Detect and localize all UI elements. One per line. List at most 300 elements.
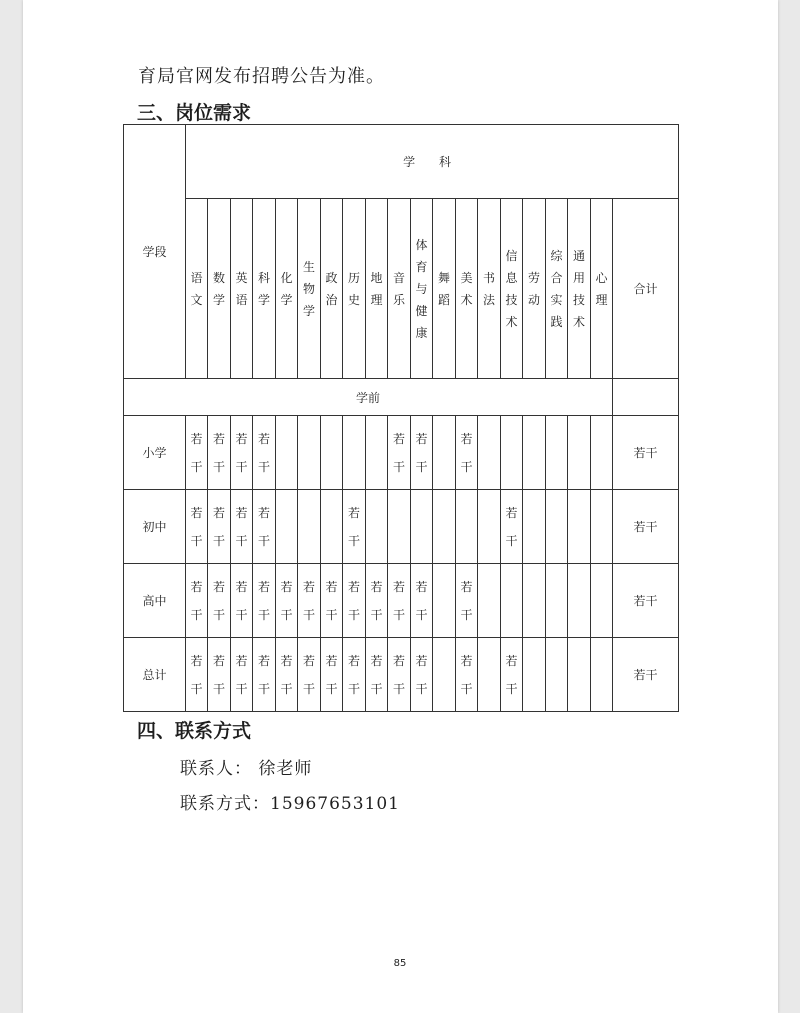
demand-cell bbox=[456, 490, 478, 564]
demand-value bbox=[415, 425, 427, 481]
subject-name-char: 数 bbox=[212, 270, 225, 285]
demand-value-char: 干 bbox=[257, 459, 270, 474]
demand-value bbox=[190, 499, 202, 555]
subject-header-cell bbox=[321, 199, 343, 379]
demand-cell bbox=[478, 416, 501, 490]
subject-name-char: 信 bbox=[505, 248, 518, 263]
demand-value-char: 干 bbox=[235, 533, 248, 548]
demand-value-char: 干 bbox=[302, 681, 315, 696]
demand-cell bbox=[591, 416, 613, 490]
subject-name bbox=[393, 267, 405, 311]
demand-cell bbox=[276, 638, 298, 712]
row-total: 若干 bbox=[613, 638, 679, 712]
stage-label: 初中 bbox=[124, 490, 186, 564]
demand-value-char: 干 bbox=[280, 607, 293, 622]
demand-cell bbox=[186, 490, 208, 564]
subject-header-cell bbox=[591, 199, 613, 379]
demand-value-char: 若 bbox=[505, 505, 518, 520]
subject-name-char: 学 bbox=[257, 292, 270, 307]
subject-name-char: 用 bbox=[572, 270, 585, 285]
demand-value bbox=[190, 647, 202, 703]
demand-cell bbox=[388, 416, 411, 490]
subject-header-cell bbox=[366, 199, 388, 379]
subject-name-char: 通 bbox=[572, 248, 585, 263]
subject-header-cell bbox=[546, 199, 568, 379]
preschool-total-cell bbox=[613, 379, 679, 416]
demand-value-char: 若 bbox=[257, 579, 270, 594]
demand-cell bbox=[231, 638, 253, 712]
demand-cell bbox=[411, 416, 433, 490]
demand-cell bbox=[433, 564, 456, 638]
subject-name bbox=[528, 267, 540, 311]
demand-value bbox=[190, 573, 202, 629]
demand-cell bbox=[501, 416, 523, 490]
subject-name bbox=[550, 245, 562, 333]
subject-header-cell bbox=[478, 199, 501, 379]
demand-cell bbox=[411, 638, 433, 712]
subject-header-cell bbox=[276, 199, 298, 379]
subject-name-char: 体 bbox=[415, 237, 428, 252]
demand-cell bbox=[186, 638, 208, 712]
demand-cell bbox=[366, 564, 388, 638]
subject-name bbox=[348, 267, 360, 311]
demand-value-char: 若 bbox=[212, 431, 225, 446]
header-row-1 bbox=[124, 125, 679, 199]
section-3-heading: 三、岗位需求 bbox=[137, 102, 252, 124]
demand-value bbox=[505, 499, 517, 555]
demand-cell bbox=[411, 490, 433, 564]
demand-value-char: 若 bbox=[347, 579, 360, 594]
demand-value-char: 若 bbox=[392, 431, 405, 446]
demand-value-char: 若 bbox=[212, 579, 225, 594]
demand-value-char: 干 bbox=[347, 607, 360, 622]
demand-value bbox=[190, 425, 202, 481]
demand-value-char: 干 bbox=[235, 681, 248, 696]
subject-name-char: 书 bbox=[482, 270, 495, 285]
subject-name bbox=[438, 267, 450, 311]
demand-cell bbox=[276, 490, 298, 564]
subject-name bbox=[280, 267, 292, 311]
subject-name bbox=[370, 267, 382, 311]
demand-cell bbox=[388, 564, 411, 638]
demand-cell bbox=[456, 416, 478, 490]
demand-cell bbox=[321, 564, 343, 638]
demand-cell bbox=[501, 564, 523, 638]
demand-cell bbox=[321, 638, 343, 712]
subject-name-char: 学 bbox=[302, 303, 315, 318]
subject-name-char: 心 bbox=[595, 270, 608, 285]
demand-cell bbox=[456, 564, 478, 638]
subject-name-char: 践 bbox=[550, 314, 563, 329]
demand-value-char: 干 bbox=[370, 681, 383, 696]
demand-value-char: 干 bbox=[190, 607, 203, 622]
demand-cell bbox=[546, 564, 568, 638]
contact-phone: 联系方式：15967653101 bbox=[180, 794, 400, 814]
demand-value bbox=[505, 647, 517, 703]
demand-value bbox=[235, 647, 247, 703]
subject-name-char: 化 bbox=[280, 270, 293, 285]
subject-names-row bbox=[124, 199, 679, 379]
total-header-label: 合计 bbox=[633, 282, 658, 296]
demand-cell bbox=[388, 490, 411, 564]
subject-header-cell bbox=[388, 199, 411, 379]
subject-header-cell bbox=[186, 199, 208, 379]
demand-cell bbox=[478, 490, 501, 564]
demand-value-char: 干 bbox=[505, 533, 518, 548]
demand-value-char: 干 bbox=[235, 607, 248, 622]
subject-name-char: 舞 bbox=[437, 270, 450, 285]
demand-value-char: 若 bbox=[190, 431, 203, 446]
demand-value-char: 若 bbox=[415, 653, 428, 668]
demand-cell bbox=[366, 638, 388, 712]
demand-cell bbox=[343, 416, 366, 490]
demand-cell bbox=[253, 564, 276, 638]
stage-row bbox=[124, 490, 679, 564]
subject-name-char: 政 bbox=[325, 270, 338, 285]
subject-name-char: 实 bbox=[550, 292, 563, 307]
subject-name-char: 学 bbox=[212, 292, 225, 307]
demand-value-char: 若 bbox=[212, 653, 225, 668]
demand-cell bbox=[231, 490, 253, 564]
demand-value-char: 若 bbox=[302, 579, 315, 594]
demand-value-char: 若 bbox=[190, 579, 203, 594]
subject-header-cell bbox=[568, 199, 591, 379]
subject-name-char: 物 bbox=[302, 281, 315, 296]
subject-name bbox=[483, 267, 495, 311]
demand-value-char: 若 bbox=[347, 505, 360, 520]
subject-header-cell bbox=[433, 199, 456, 379]
demand-cell bbox=[411, 564, 433, 638]
subject-name bbox=[505, 245, 517, 333]
demand-cell bbox=[568, 416, 591, 490]
demand-value bbox=[325, 647, 337, 703]
demand-value-char: 若 bbox=[257, 505, 270, 520]
subject-name bbox=[235, 267, 247, 311]
demand-cell bbox=[568, 638, 591, 712]
demand-cell bbox=[186, 416, 208, 490]
demand-cell bbox=[501, 638, 523, 712]
subject-name-char: 术 bbox=[572, 314, 585, 329]
demand-value bbox=[348, 573, 360, 629]
demand-cell bbox=[523, 638, 546, 712]
demand-value bbox=[393, 573, 405, 629]
demand-value-char: 若 bbox=[460, 653, 473, 668]
stage-header-cell bbox=[124, 125, 186, 379]
row-total: 若干 bbox=[613, 564, 679, 638]
subject-header-cell bbox=[501, 199, 523, 379]
subject-name-char: 与 bbox=[415, 281, 428, 296]
subject-name-char: 美 bbox=[460, 270, 473, 285]
demand-value bbox=[348, 499, 360, 555]
demand-value-char: 干 bbox=[415, 459, 428, 474]
demand-value-char: 若 bbox=[302, 653, 315, 668]
demand-value-char: 干 bbox=[257, 681, 270, 696]
subject-header-cell bbox=[456, 199, 478, 379]
demand-value bbox=[280, 647, 292, 703]
demand-value-char: 若 bbox=[415, 579, 428, 594]
demand-value-char: 若 bbox=[190, 505, 203, 520]
demand-value-char: 若 bbox=[257, 653, 270, 668]
row-total: 若干 bbox=[613, 490, 679, 564]
demand-cell bbox=[253, 490, 276, 564]
demand-cell bbox=[546, 638, 568, 712]
demand-cell bbox=[321, 490, 343, 564]
demand-value-char: 若 bbox=[190, 653, 203, 668]
subject-name-char: 健 bbox=[415, 303, 428, 318]
demand-cell bbox=[298, 638, 321, 712]
demand-value-char: 若 bbox=[235, 653, 248, 668]
section-4-heading: 四、联系方式 bbox=[137, 720, 252, 742]
stage-label: 总计 bbox=[124, 638, 186, 712]
subject-group-header: 学 科 bbox=[186, 125, 679, 199]
demand-value bbox=[213, 573, 225, 629]
demand-value bbox=[235, 499, 247, 555]
subject-name bbox=[303, 256, 315, 322]
subject-name-char: 育 bbox=[415, 259, 428, 274]
demand-value bbox=[258, 573, 270, 629]
demand-cell bbox=[433, 638, 456, 712]
demand-cell bbox=[478, 564, 501, 638]
subject-name-char: 科 bbox=[257, 270, 270, 285]
stage-header-label: 学段 bbox=[142, 245, 167, 259]
subject-name-char: 地 bbox=[370, 270, 383, 285]
demand-value-char: 干 bbox=[212, 459, 225, 474]
subject-name-char: 劳 bbox=[527, 270, 540, 285]
demand-value-char: 干 bbox=[460, 607, 473, 622]
subject-name-char: 史 bbox=[347, 292, 360, 307]
demand-value-char: 若 bbox=[370, 653, 383, 668]
subject-name-char: 合 bbox=[550, 270, 563, 285]
subject-name-char: 英 bbox=[235, 270, 248, 285]
demand-value bbox=[460, 425, 472, 481]
demand-value bbox=[258, 647, 270, 703]
demand-value bbox=[415, 573, 427, 629]
demand-value-char: 若 bbox=[235, 505, 248, 520]
demand-value bbox=[303, 647, 315, 703]
demand-value bbox=[303, 573, 315, 629]
subject-name-char: 术 bbox=[460, 292, 473, 307]
demand-cell bbox=[523, 490, 546, 564]
subject-name-char: 动 bbox=[527, 292, 540, 307]
demand-cell bbox=[208, 564, 231, 638]
demand-value bbox=[258, 425, 270, 481]
demand-value bbox=[348, 647, 360, 703]
demand-value-char: 干 bbox=[257, 607, 270, 622]
subject-name-char: 康 bbox=[415, 325, 428, 340]
demand-cell bbox=[253, 416, 276, 490]
demand-value-char: 若 bbox=[280, 579, 293, 594]
subject-header-cell bbox=[231, 199, 253, 379]
demand-value-char: 若 bbox=[235, 579, 248, 594]
demand-value-char: 干 bbox=[190, 459, 203, 474]
demand-value-char: 若 bbox=[392, 653, 405, 668]
demand-cell bbox=[276, 564, 298, 638]
demand-value-char: 干 bbox=[392, 681, 405, 696]
stage-rows bbox=[124, 416, 679, 712]
demand-value-char: 若 bbox=[325, 653, 338, 668]
subject-name-char: 生 bbox=[302, 259, 315, 274]
page-number: 85 bbox=[393, 958, 407, 969]
subject-header-cell bbox=[411, 199, 433, 379]
demand-value-char: 干 bbox=[347, 681, 360, 696]
subject-header-cell bbox=[253, 199, 276, 379]
subject-header-cell bbox=[298, 199, 321, 379]
subject-name-char: 学 bbox=[280, 292, 293, 307]
demand-cell bbox=[298, 490, 321, 564]
demand-cell bbox=[456, 638, 478, 712]
demand-cell bbox=[591, 564, 613, 638]
demand-value-char: 干 bbox=[505, 681, 518, 696]
subject-name-char: 历 bbox=[347, 270, 360, 285]
demand-value-char: 若 bbox=[460, 431, 473, 446]
demand-value bbox=[370, 573, 382, 629]
demand-cell bbox=[298, 564, 321, 638]
demand-value-char: 干 bbox=[325, 681, 338, 696]
subject-header-cell bbox=[523, 199, 546, 379]
preschool-row bbox=[124, 379, 679, 416]
demand-value-char: 干 bbox=[370, 607, 383, 622]
demand-value bbox=[393, 647, 405, 703]
demand-value bbox=[213, 647, 225, 703]
demand-value-char: 干 bbox=[460, 459, 473, 474]
stage-label: 高中 bbox=[124, 564, 186, 638]
demand-value bbox=[235, 573, 247, 629]
demand-cell bbox=[343, 638, 366, 712]
demand-cell bbox=[478, 638, 501, 712]
subject-name-char: 文 bbox=[190, 292, 203, 307]
total-header-cell bbox=[613, 199, 679, 379]
subject-name-char: 治 bbox=[325, 292, 338, 307]
demand-cell bbox=[343, 564, 366, 638]
subject-name-char: 音 bbox=[392, 270, 405, 285]
demand-value-char: 若 bbox=[392, 579, 405, 594]
demand-value-char: 干 bbox=[280, 681, 293, 696]
subject-name-char: 理 bbox=[370, 292, 383, 307]
demand-value-char: 干 bbox=[325, 607, 338, 622]
demand-cell bbox=[388, 638, 411, 712]
demand-value-char: 若 bbox=[212, 505, 225, 520]
demand-value bbox=[393, 425, 405, 481]
position-demand-table bbox=[123, 124, 679, 712]
demand-cell bbox=[321, 416, 343, 490]
demand-cell bbox=[568, 564, 591, 638]
demand-cell bbox=[208, 638, 231, 712]
subject-name-char: 术 bbox=[505, 314, 518, 329]
demand-value-char: 干 bbox=[212, 607, 225, 622]
demand-cell bbox=[186, 564, 208, 638]
preschool-cell bbox=[124, 379, 613, 416]
demand-cell bbox=[523, 416, 546, 490]
subject-name-char: 理 bbox=[595, 292, 608, 307]
demand-cell bbox=[591, 638, 613, 712]
demand-cell bbox=[433, 490, 456, 564]
subject-name-char: 息 bbox=[505, 270, 518, 285]
demand-cell bbox=[433, 416, 456, 490]
subject-name-char: 语 bbox=[190, 270, 203, 285]
demand-value-char: 干 bbox=[212, 533, 225, 548]
subject-name-char: 技 bbox=[572, 292, 585, 307]
intro-line: 育局官网发布招聘公告为准。 bbox=[138, 66, 385, 87]
subject-name-char: 蹈 bbox=[437, 292, 450, 307]
demand-value-char: 若 bbox=[505, 653, 518, 668]
demand-value bbox=[280, 573, 292, 629]
contact-person: 联系人： 徐老师 bbox=[180, 759, 313, 779]
demand-value-char: 若 bbox=[347, 653, 360, 668]
demand-cell bbox=[208, 416, 231, 490]
subject-name bbox=[258, 267, 270, 311]
subject-name-char: 乐 bbox=[392, 292, 405, 307]
demand-cell bbox=[298, 416, 321, 490]
demand-value-char: 若 bbox=[280, 653, 293, 668]
demand-value-char: 干 bbox=[212, 681, 225, 696]
demand-value-char: 干 bbox=[190, 533, 203, 548]
subject-name bbox=[460, 267, 472, 311]
demand-cell bbox=[366, 416, 388, 490]
demand-value bbox=[325, 573, 337, 629]
stage-label: 小学 bbox=[124, 416, 186, 490]
demand-value bbox=[415, 647, 427, 703]
demand-cell bbox=[546, 490, 568, 564]
demand-value-char: 干 bbox=[415, 681, 428, 696]
subject-name bbox=[190, 267, 202, 311]
demand-value bbox=[370, 647, 382, 703]
row-total: 若干 bbox=[613, 416, 679, 490]
stage-row bbox=[124, 564, 679, 638]
demand-value-char: 干 bbox=[460, 681, 473, 696]
demand-value-char: 若 bbox=[235, 431, 248, 446]
demand-value bbox=[213, 499, 225, 555]
stage-row bbox=[124, 416, 679, 490]
demand-cell bbox=[546, 416, 568, 490]
demand-value bbox=[235, 425, 247, 481]
demand-cell bbox=[523, 564, 546, 638]
demand-value-char: 若 bbox=[257, 431, 270, 446]
demand-value-char: 干 bbox=[257, 533, 270, 548]
demand-value-char: 干 bbox=[347, 533, 360, 548]
demand-value-char: 若 bbox=[460, 579, 473, 594]
demand-cell bbox=[343, 490, 366, 564]
subject-name bbox=[595, 267, 607, 311]
subject-name-char: 法 bbox=[482, 292, 495, 307]
demand-value-char: 干 bbox=[415, 607, 428, 622]
subject-name-char: 综 bbox=[550, 248, 563, 263]
subject-name bbox=[573, 245, 585, 333]
stage-row bbox=[124, 638, 679, 712]
demand-value bbox=[258, 499, 270, 555]
demand-value-char: 若 bbox=[370, 579, 383, 594]
demand-value bbox=[460, 647, 472, 703]
demand-cell bbox=[501, 490, 523, 564]
demand-cell bbox=[231, 416, 253, 490]
preschool-label: 学前 bbox=[355, 390, 380, 405]
demand-cell bbox=[231, 564, 253, 638]
demand-cell bbox=[276, 416, 298, 490]
demand-value-char: 干 bbox=[392, 607, 405, 622]
demand-cell bbox=[253, 638, 276, 712]
demand-cell bbox=[591, 490, 613, 564]
demand-value bbox=[213, 425, 225, 481]
demand-value-char: 干 bbox=[235, 459, 248, 474]
subject-name-char: 技 bbox=[505, 292, 518, 307]
demand-value-char: 干 bbox=[190, 681, 203, 696]
subject-name bbox=[325, 267, 337, 311]
subject-name bbox=[415, 234, 427, 344]
demand-cell bbox=[366, 490, 388, 564]
demand-value-char: 干 bbox=[392, 459, 405, 474]
demand-cell bbox=[568, 490, 591, 564]
demand-cell bbox=[208, 490, 231, 564]
demand-value bbox=[460, 573, 472, 629]
